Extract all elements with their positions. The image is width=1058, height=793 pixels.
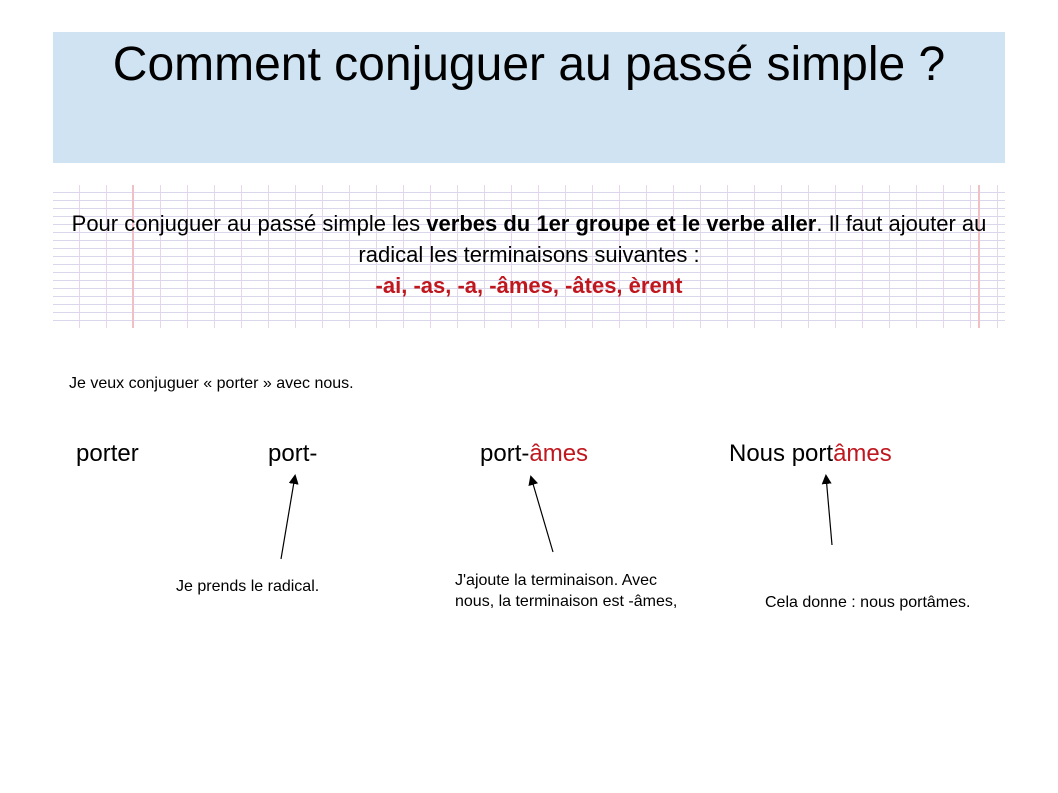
note-radical: Je prends le radical. [176,578,320,595]
arrow-ending [531,477,553,552]
rule-middle: . Il faut ajouter au radical les terminaisons suivantes : [358,211,987,267]
step-radical: port- [268,440,318,467]
rule-intro: Pour conjuguer au passé simple les [71,211,427,236]
page-title: Comment conjuguer au passé simple ? [112,38,946,91]
step-with-ending-ending: âmes [529,440,589,467]
example-sentence: Je veux conjuguer « porter » avec nous. [69,375,354,392]
note-result: Cela donne : nous portâmes. [765,594,971,611]
arrow-result [826,476,832,545]
step-with-ending-stem: port- [480,440,530,467]
step-infinitive: porter [76,440,139,467]
rule-bold-subject: verbes du 1er groupe et le verbe aller [426,211,817,236]
step-result-ending: âmes [833,440,892,467]
rule-endings: -ai, -as, -a, -âmes, -âtes, èrent [375,273,683,298]
step-result-prefix: Nous port [729,440,834,467]
arrow-radical [281,476,295,559]
note-ending: J'ajoute la terminaison. Avec nous, la terminaison est -âmes, [455,572,678,610]
